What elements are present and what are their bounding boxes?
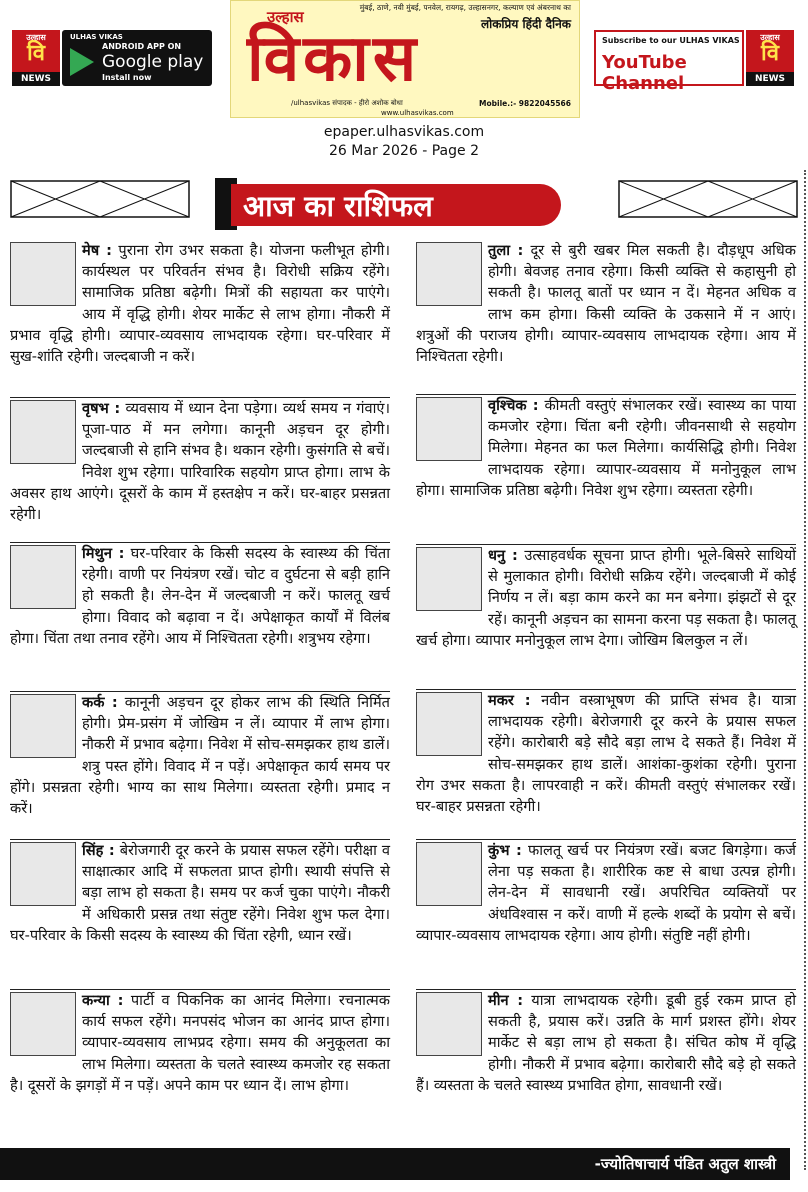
horoscope-entry-aquarius xyxy=(416,840,796,990)
leo-icon xyxy=(10,842,76,906)
ulhas-news-logo-right: उल्हास वि NEWS xyxy=(746,30,794,86)
aries-icon xyxy=(10,242,76,306)
author-footer xyxy=(0,1148,790,1180)
tagline: लोकप्रिय हिंदी दैनिक xyxy=(480,17,571,31)
horoscope-text: यात्रा लाभदायक रहेगी। डूबी हुई रकम प्राप्त हो सकती है, प्रयास करें। उन्नति के मार्ग प्रशस्त होंगे। शेयर मार्केट से बड़ा लाभ हो सकता है। संचित कोष में वृद्धि होगी। नौकरी में प्रभाव बढ़ेगा। कारोबारी सौदे बड़े हो सकते हैं। व्यस्तता के चलते स्वास्थ्य प्रभावित होगा, सावधानी रखें। xyxy=(416,992,796,1094)
edition-date: 26 Mar 2026 - Page 2 xyxy=(329,143,479,159)
app-brand: ULHAS VIKAS xyxy=(70,33,123,41)
play-icon xyxy=(70,48,94,76)
sign-name: वृश्चिक : xyxy=(488,397,539,414)
cancer-icon xyxy=(10,694,76,758)
horoscope-entry-pisces xyxy=(416,990,796,1142)
horoscope-text: बेरोजगारी दूर करने के प्रयास सफल रहेंगे। परीक्षा व साक्षात्कार आदि में सफलता प्राप्त होगी। स्थायी संपत्ति से बड़ा लाभ हो सकता है। समय पर कर्ज चुका पाएंगे। नौकरी में अधिकारी प्रसन्न तथा संतुष्ट रहेंगे। निवेश शुभ फल देगा। घर-परिवार के किसी सदस्य के स्वास्थ्य की चिंता रहेगी, ध्यान रखें। xyxy=(10,842,391,944)
virgo-icon xyxy=(10,992,76,1056)
horoscope-text: फालतू खर्च पर नियंत्रण रखें। बजट बिगड़ेगा। कर्ज लेना पड़ सकता है। शारीरिक कष्ट से बाधा उत्पन्न होगी। लेन-देन में सावधानी रखें। अपरिचित व्यक्तियों पर अंधविश्वास न करें। वाणी में हल्के शब्दों के प्रयोग से बचें। व्यापार-व्यवसाय लाभदायक रहेगा। आय होगी। संतुष्टि नहीं होगी। xyxy=(416,842,796,944)
horoscope-text: दूर से बुरी खबर मिल सकती है। दौड़धूप अधिक होगी। बेवजह तनाव रहेगा। किसी व्यक्ति से कहासुनी हो सकती है। फालतू बातों पर ध्यान न दें। मेहनत अधिक व लाभ कम होगा। किसी व्यक्ति के उकसाने में न आएं। शत्रुओं की पराजय होगी। व्यापार-व्यवसाय लाभदायक रहेगा। आय में निश्चितता रहेगी। xyxy=(416,242,796,366)
sign-name: सिंह : xyxy=(82,842,115,859)
website-link[interactable]: www.ulhasvikas.com xyxy=(381,109,454,117)
mobile-number: Mobile.:- 9822045566 xyxy=(479,99,571,108)
ulhas-news-logo: उल्हास वि NEWS xyxy=(12,30,60,86)
pisces-icon xyxy=(416,992,482,1056)
app-promo-banner[interactable] xyxy=(12,30,212,86)
taurus-icon xyxy=(10,400,76,464)
sagittarius-icon xyxy=(416,547,482,611)
horoscope-text: कीमती वस्तुएं संभालकर रखें। स्वास्थ्य का पाया कमजोर रहेगा। चिंता बनी रहेगी। जीवनसाथी से सहयोग मिलेगा। मेहनत का फल मिलेगा। कार्यसिद्धि होगी। निवेश लाभदायक रहेगा। व्यापार-व्यवसाय में मनोनुकूल लाभ होगा। सामाजिक प्रतिष्ठा बढ़ेगी। निवेश शुभ रहेगा। व्यस्तता रहेगी। xyxy=(416,397,796,499)
horoscope-text: पार्टी व पिकनिक का आनंद मिलेगा। रचनात्मक कार्य सफल रहेंगे। मनपसंद भोजन का आनंद प्राप्त होगा। व्यापार-व्यवसाय लाभप्रद रहेगा। समय की अनुकूलता का लाभ मिलेगा। व्यस्तता के चलते स्वास्थ्य कमजोर रह सकता है। दूसरों के झगड़ों में न पड़ें। अपने काम पर ध्यान दें। लाभ होगा। xyxy=(10,992,390,1094)
horoscope-entry-leo xyxy=(10,840,390,990)
horoscope-text: पुराना रोग उभर सकता है। योजना फलीभूत होगी। कार्यस्थल पर परिवर्तन संभव है। विरोधी सक्रिय रहेंगे। सामाजिक प्रतिष्ठा बढ़ेगी। मित्रों की सहायता कर पाएंगे। आय में वृद्धि होगी। शेयर मार्केट से लाभ होगा। नौकरी में प्रभाव वृद्धि होगी। व्यापार-व्यवसाय लाभदायक रहेगा। घर-परिवार में सुख-शांति रहेगी। जल्दबाजी न करें। xyxy=(10,242,390,366)
youtube-promo-banner[interactable] xyxy=(594,30,794,94)
sign-name: मीन : xyxy=(488,992,524,1009)
sign-name: तुला : xyxy=(488,242,524,259)
horoscope-entry-libra xyxy=(416,240,796,395)
horoscope-text: व्यवसाय में ध्यान देना पड़ेगा। व्यर्थ समय न गंवाएं। पूजा-पाठ में मन लगेगा। कानूनी अड़चन दूर होगी। जल्दबाजी से हानि संभव है। थकान रहेगी। कुसंगति से बचें। निवेश शुभ रहेगा। पारिवारिक सहयोग प्राप्त होगा। लाभ के अवसर हाथ आएंगे। दूसरों के काम में हस्तक्षेप न करें। घर-बाहर प्रसन्नता रहेगी। xyxy=(10,400,390,524)
horoscope-entry-scorpio xyxy=(416,395,796,545)
horoscope-entry-cancer xyxy=(10,692,390,840)
horoscope-entry-virgo xyxy=(10,990,390,1142)
horoscope-text: नवीन वस्त्राभूषण की प्राप्ति संभव है। यात्रा लाभदायक रहेगी। बेरोजगारी दूर करने के प्रयास सफल रहेंगे। कारोबारी बड़े सौदे बड़ा लाभ दे सकते हैं। निवेश में सोच-समझकर हाथ डालें। आशंका-कुशंका रहेगी। पुराना रोग उभर सकता है। लापरवाही न करें। कीमती वस्तुएं संभालकर रखें। घर-बाहर प्रसन्नता रहेगी। xyxy=(416,692,797,816)
social-handle: /ulhasvikas संपादक - हीरो अशोक बोधा xyxy=(291,99,403,107)
capricorn-icon xyxy=(416,692,482,756)
sign-name: मेष : xyxy=(82,242,112,259)
sign-name: वृषभ : xyxy=(82,400,121,417)
horoscope-text: घर-परिवार के किसी सदस्य के स्वास्थ्य की चिंता रहेगी। वाणी पर नियंत्रण रखें। चोट व दुर्घटना से बड़ी हानि हो सकती है। लेन-देन में जल्दबाजी न करें। फालतू खर्च होगा। विवाद को बढ़ावा न दें। अपेक्षाकृत कार्यों में विलंब होगा। चिंता तथा तनाव रहेंगे। आय में निश्चितता रहेगी। शत्रुभय रहेगा। xyxy=(10,545,390,647)
masthead xyxy=(230,0,580,118)
horoscope-entry-sagittarius xyxy=(416,545,796,690)
horoscope-text: कानूनी अड़चन दूर होकर लाभ की स्थिति निर्मित होगी। प्रेम-प्रसंग में जोखिम न लें। व्यापार में लाभ होगा। नौकरी में प्रभाव बढ़ेगा। निवेश में सोच-समझकर हाथ डालें। शत्रु पस्त होंगे। विवाद में न पड़ें। अपेक्षाकृत कार्य समय पर होंगे। प्रसन्नता रहेगी। भाग्य का साथ मिलेगा। व्यस्तता रहेगी। प्रमाद न करें। xyxy=(10,694,390,818)
sign-name: कर्क : xyxy=(82,694,118,711)
google-play-badge[interactable]: ULHAS VIKAS ANDROID APP ON Google play Install now xyxy=(62,30,212,86)
decorative-cross-box-right xyxy=(618,180,798,218)
epaper-site[interactable]: epaper.ulhasvikas.com xyxy=(323,124,485,140)
paper-name-small: उल्हास xyxy=(267,8,304,26)
paper-logo: विकास xyxy=(247,22,421,96)
author-signature: -ज्योतिषाचार्य पंडित अतुल शास्त्री xyxy=(594,1155,776,1173)
page-title xyxy=(207,178,602,230)
youtube-badge[interactable]: Subscribe to our ULHAS VIKAS YouTube Channel xyxy=(594,30,744,86)
horoscope-text: उत्साहवर्धक सूचना प्राप्त होगी। भूले-बिसरे साथियों से मुलाकात होगी। विरोधी सक्रिय रहेंगे। जल्दबाजी में कोई निर्णय न लें। बड़ा काम करने का मन बनेगा। झंझटों से दूर रहें। कानूनी अड़चन का सामना करना पड़ सकता है। फालतू खर्च होगा। व्यापार मनोनुकूल लाभ देगा। जोखिम बिलकुल न लें। xyxy=(416,547,796,649)
horoscope-entry-gemini xyxy=(10,543,390,692)
gemini-icon xyxy=(10,545,76,609)
column-divider xyxy=(804,170,806,1170)
sign-name: मकर : xyxy=(488,692,531,709)
sign-name: धनु : xyxy=(488,547,518,564)
sign-name: मिथुन : xyxy=(82,545,125,562)
libra-icon xyxy=(416,242,482,306)
horoscope-entry-aries xyxy=(10,240,390,398)
aquarius-icon xyxy=(416,842,482,906)
sign-name: कुंभ : xyxy=(488,842,522,859)
coverage-cities: मुंबई, ठाणे, नवी मुंबई, पनवेल, रायगढ़, उल्हासनगर, कल्याण एवं अंबरनाथ का xyxy=(359,3,571,12)
horoscope-entry-capricorn xyxy=(416,690,796,840)
title-text: आज का राशिफल xyxy=(243,189,433,223)
youtube-icon: YouTube Channel xyxy=(602,52,687,94)
sign-name: कन्या : xyxy=(82,992,124,1009)
decorative-cross-box-left xyxy=(10,180,190,218)
horoscope-entry-taurus xyxy=(10,398,390,543)
scorpio-icon xyxy=(416,397,482,461)
